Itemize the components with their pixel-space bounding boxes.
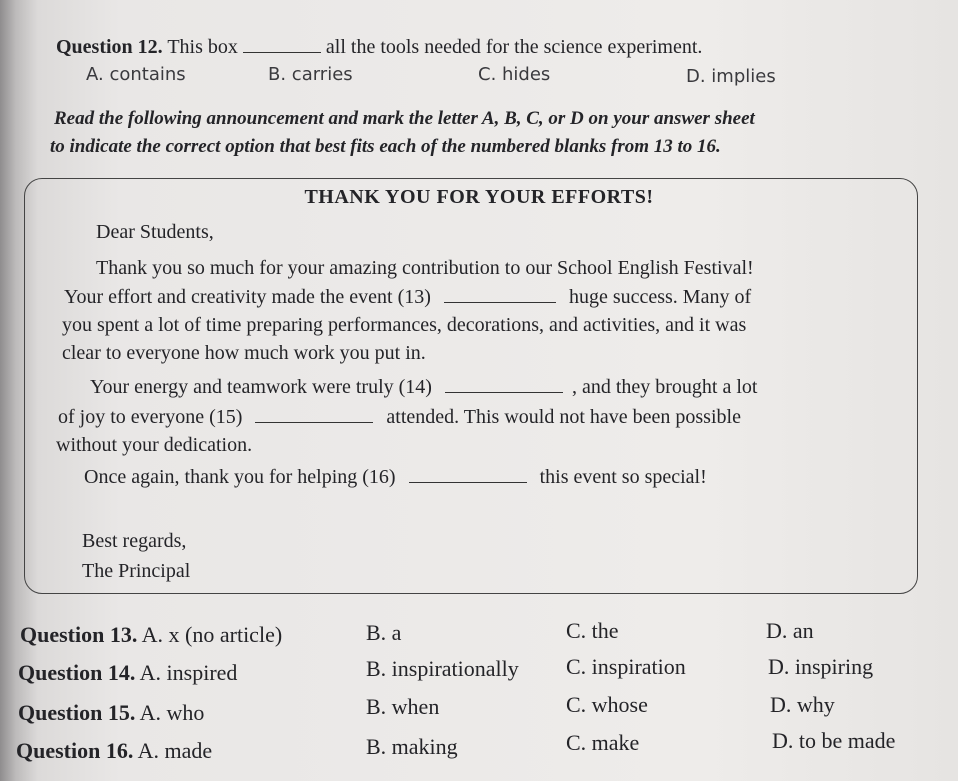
announcement-p2-line-3: without your dedication. (56, 434, 253, 456)
announcement-p2-line-2 (58, 406, 741, 429)
question-15-option-d: D. why (770, 692, 835, 717)
question-12-option-a: A. contains (86, 64, 186, 85)
question-13-option-b: B. a (366, 620, 402, 645)
question-14-option-c: C. inspiration (566, 654, 686, 679)
blank-14-before: Your energy and teamwork were truly (14) (90, 376, 432, 398)
announcement-closing: Best regards, (82, 530, 187, 552)
question-12-stem-before: This box (167, 36, 238, 58)
blank-14-after: , and they brought a lot (571, 376, 758, 398)
question-14-option-d: D. inspiring (768, 654, 874, 679)
blank-16-after: this event so special! (539, 466, 707, 488)
question-14-option-b: B. inspirationally (366, 656, 519, 681)
blank-13-after: huge success. Many of (568, 286, 752, 308)
question-14-option-a: A. inspired (139, 660, 238, 685)
question-16-option-a: A. made (137, 738, 213, 763)
question-13-option-c: C. the (566, 618, 619, 643)
question-13-option-d: D. an (766, 618, 814, 643)
instructions-line-2: to indicate the correct option that best fits each of the numbered blanks from 13 to 16. (50, 136, 721, 157)
question-15-option-b: B. when (366, 694, 440, 719)
question-12-label: Question 12. (56, 36, 163, 58)
blank-16-before: Once again, thank you for helping (16) (84, 466, 396, 488)
question-14-label: Question 14. (18, 660, 136, 685)
question-12-blank (243, 52, 321, 53)
announcement-greeting: Dear Students, (96, 221, 214, 243)
announcement-p1-line-2 (64, 286, 751, 309)
question-13-row (20, 622, 282, 648)
announcement-title: THANK YOU FOR YOUR EFFORTS! (304, 186, 654, 208)
question-15-label: Question 15. (18, 700, 136, 725)
question-14-row (18, 660, 237, 686)
blank-13 (444, 302, 556, 303)
announcement-p3 (84, 466, 707, 489)
question-16-row (16, 738, 212, 764)
question-12-stem-after: all the tools needed for the science experiment. (325, 36, 703, 58)
question-12-option-b: B. carries (268, 64, 353, 85)
question-13-label: Question 13. (20, 622, 138, 647)
announcement-p2-line-1 (90, 376, 757, 399)
question-15-option-a: A. who (139, 700, 205, 725)
question-15-row (18, 700, 204, 726)
question-15-option-c: C. whose (566, 692, 648, 717)
announcement-signature: The Principal (82, 560, 191, 582)
question-12-option-c: C. hides (478, 64, 551, 85)
instructions-line-1: Read the following announcement and mark the letter A, B, C, or D on your answer sheet (54, 108, 755, 129)
blank-15-after: attended. This would not have been possible (386, 406, 741, 428)
blank-15-before: of joy to everyone (15) (58, 406, 243, 428)
blank-15 (255, 422, 373, 423)
blank-13-before: Your effort and creativity made the event (13) (64, 286, 431, 308)
question-16-option-b: B. making (366, 734, 458, 759)
blank-16 (409, 482, 527, 483)
question-16-option-c: C. make (566, 730, 640, 755)
blank-14 (445, 392, 563, 393)
question-16-option-d: D. to be made (772, 728, 896, 753)
announcement-p1-line-4: clear to everyone how much work you put in. (62, 342, 426, 364)
question-16-label: Question 16. (16, 738, 134, 763)
question-13-option-a: A. x (no article) (141, 622, 283, 647)
announcement-p1-line-3: you spent a lot of time preparing performances, decorations, and activities, and it was (62, 314, 747, 336)
question-12-stem (56, 36, 702, 59)
announcement-p1-line-1: Thank you so much for your amazing contribution to our School English Festival! (96, 257, 754, 279)
question-12-option-d: D. implies (686, 66, 776, 87)
